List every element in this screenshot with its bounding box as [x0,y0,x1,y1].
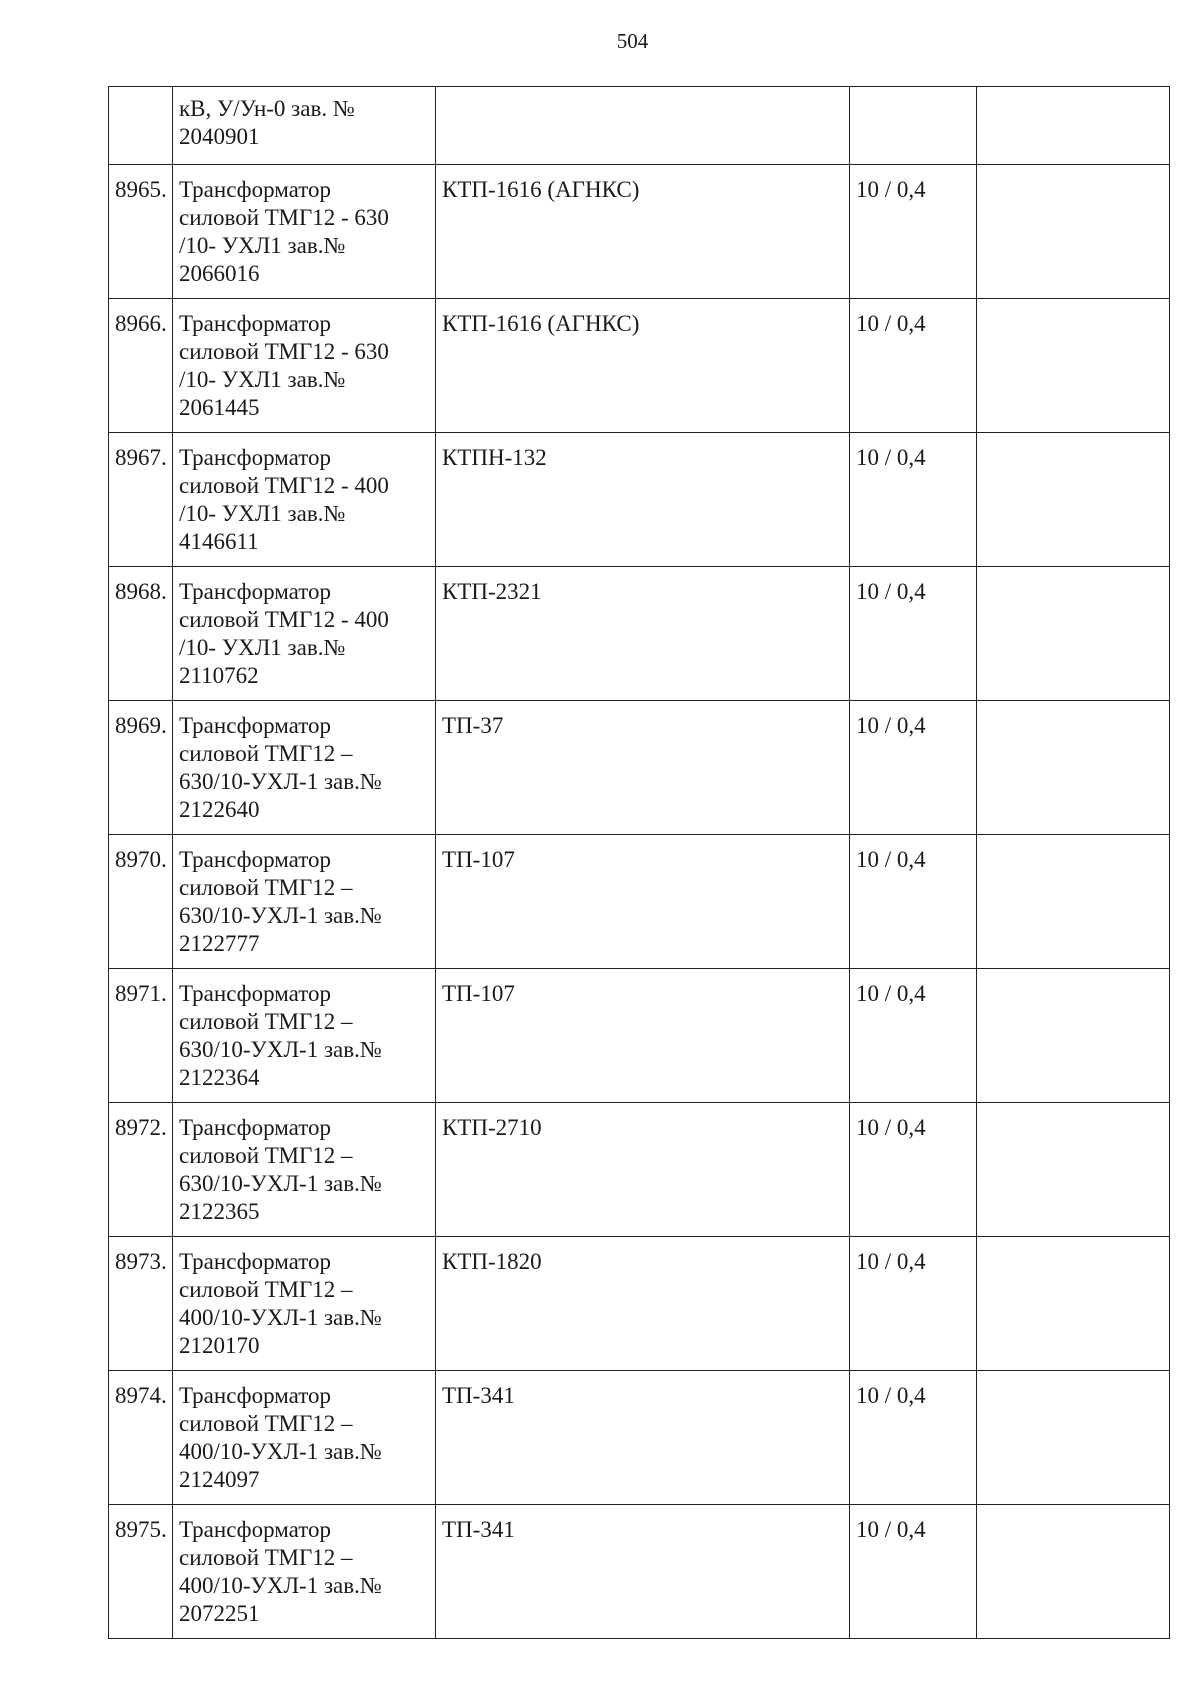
description-cell [173,1103,436,1237]
table-row [109,969,1170,1103]
extra-cell [977,701,1170,835]
extra-cell [977,87,1170,165]
row-number-cell: 8975. [109,1505,173,1639]
description-line: 400/10-УХЛ-1 зав.№ [179,1305,382,1330]
description-line: 2122777 [179,931,260,956]
description-cell [173,567,436,701]
location-cell: КТП-2710 [436,1103,850,1237]
row-number-cell: 8965. [109,165,173,299]
description-line: силовой ТМГ12 - 400 [179,607,389,632]
location-cell [436,87,850,165]
extra-cell [977,567,1170,701]
description-line: силовой ТМГ12 – [179,1411,353,1436]
row-number-cell: 8973. [109,1237,173,1371]
page-number: 504 [616,29,649,53]
table-row [109,299,1170,433]
table-body [109,87,1170,1639]
description-cell [173,835,436,969]
voltage-cell: 10 / 0,4 [850,567,977,701]
extra-cell [977,1237,1170,1371]
description-line: /10- УХЛ1 зав.№ [179,501,346,526]
description-line: силовой ТМГ12 – [179,741,353,766]
description-line: силовой ТМГ12 – [179,1009,353,1034]
description-line: Трансформатор [179,1517,331,1542]
row-number-cell: 8969. [109,701,173,835]
table-row [109,1103,1170,1237]
row-number-cell: 8970. [109,835,173,969]
description-line: силовой ТМГ12 - 630 [179,339,389,364]
description-line: 630/10-УХЛ-1 зав.№ [179,903,382,928]
description-line: силовой ТМГ12 – [179,1143,353,1168]
description-line: Трансформатор [179,847,331,872]
description-line: Трансформатор [179,311,331,336]
voltage-cell: 10 / 0,4 [850,1103,977,1237]
description-line: кВ, У/Ун-0 зав. № [179,96,355,121]
extra-cell [977,835,1170,969]
row-number-cell: 8967. [109,433,173,567]
row-number-cell: 8966. [109,299,173,433]
location-cell: КТПН-132 [436,433,850,567]
description-line: Трансформатор [179,981,331,1006]
description-cell [173,701,436,835]
description-cell [173,969,436,1103]
description-line: 630/10-УХЛ-1 зав.№ [179,1037,382,1062]
extra-cell [977,299,1170,433]
description-cell [173,1237,436,1371]
voltage-cell [850,87,977,165]
table-row [109,1505,1170,1639]
description-line: 2072251 [179,1601,260,1626]
voltage-cell: 10 / 0,4 [850,433,977,567]
row-number-cell [109,87,173,165]
table-row [109,433,1170,567]
voltage-cell: 10 / 0,4 [850,1505,977,1639]
extra-cell [977,433,1170,567]
row-number-cell: 8972. [109,1103,173,1237]
extra-cell [977,1103,1170,1237]
location-cell: ТП-107 [436,835,850,969]
description-line: Трансформатор [179,713,331,738]
description-cell [173,87,436,165]
description-line: 2066016 [179,261,260,286]
location-cell: КТП-1616 (АГНКС) [436,165,850,299]
description-line: Трансформатор [179,177,331,202]
voltage-cell: 10 / 0,4 [850,1371,977,1505]
description-line: силовой ТМГ12 - 630 [179,205,389,230]
extra-cell [977,165,1170,299]
description-line: 2124097 [179,1467,260,1492]
table-row [109,567,1170,701]
description-line: 2122365 [179,1199,260,1224]
location-cell: КТП-1820 [436,1237,850,1371]
description-line: 630/10-УХЛ-1 зав.№ [179,1171,382,1196]
location-cell: ТП-341 [436,1505,850,1639]
description-cell [173,1505,436,1639]
extra-cell [977,1505,1170,1639]
location-cell: ТП-341 [436,1371,850,1505]
location-cell: КТП-2321 [436,567,850,701]
voltage-cell: 10 / 0,4 [850,835,977,969]
location-cell: КТП-1616 (АГНКС) [436,299,850,433]
description-cell [173,165,436,299]
voltage-cell: 10 / 0,4 [850,299,977,433]
description-line: силовой ТМГ12 - 400 [179,473,389,498]
voltage-cell: 10 / 0,4 [850,701,977,835]
description-line: Трансформатор [179,1383,331,1408]
description-line: 2110762 [179,663,259,688]
table-row [109,165,1170,299]
description-line: 630/10-УХЛ-1 зав.№ [179,769,382,794]
row-number-cell: 8974. [109,1371,173,1505]
voltage-cell: 10 / 0,4 [850,969,977,1103]
equipment-table [108,86,1170,1639]
description-line: силовой ТМГ12 – [179,1277,353,1302]
description-line: Трансформатор [179,579,331,604]
description-line: /10- УХЛ1 зав.№ [179,233,346,258]
row-number-cell: 8971. [109,969,173,1103]
description-cell [173,1371,436,1505]
location-cell: ТП-107 [436,969,850,1103]
description-line: силовой ТМГ12 – [179,875,353,900]
description-line: Трансформатор [179,445,331,470]
table-row [109,1371,1170,1505]
voltage-cell: 10 / 0,4 [850,1237,977,1371]
description-cell [173,299,436,433]
description-cell [173,433,436,567]
description-line: Трансформатор [179,1115,331,1140]
table-row [109,835,1170,969]
description-line: 2122640 [179,797,260,822]
description-line: 2061445 [179,395,260,420]
description-line: 400/10-УХЛ-1 зав.№ [179,1439,382,1464]
description-line: 2122364 [179,1065,260,1090]
table-row-continuation [109,87,1170,165]
table-row [109,1237,1170,1371]
table-row [109,701,1170,835]
description-line: /10- УХЛ1 зав.№ [179,635,346,660]
description-line: /10- УХЛ1 зав.№ [179,367,346,392]
description-line: 2040901 [179,124,260,149]
description-line: силовой ТМГ12 – [179,1545,353,1570]
voltage-cell: 10 / 0,4 [850,165,977,299]
row-number-cell: 8968. [109,567,173,701]
description-line: 2120170 [179,1333,260,1358]
extra-cell [977,1371,1170,1505]
location-cell: ТП-37 [436,701,850,835]
description-line: 4146611 [179,529,259,554]
description-line: 400/10-УХЛ-1 зав.№ [179,1573,382,1598]
description-line: Трансформатор [179,1249,331,1274]
extra-cell [977,969,1170,1103]
